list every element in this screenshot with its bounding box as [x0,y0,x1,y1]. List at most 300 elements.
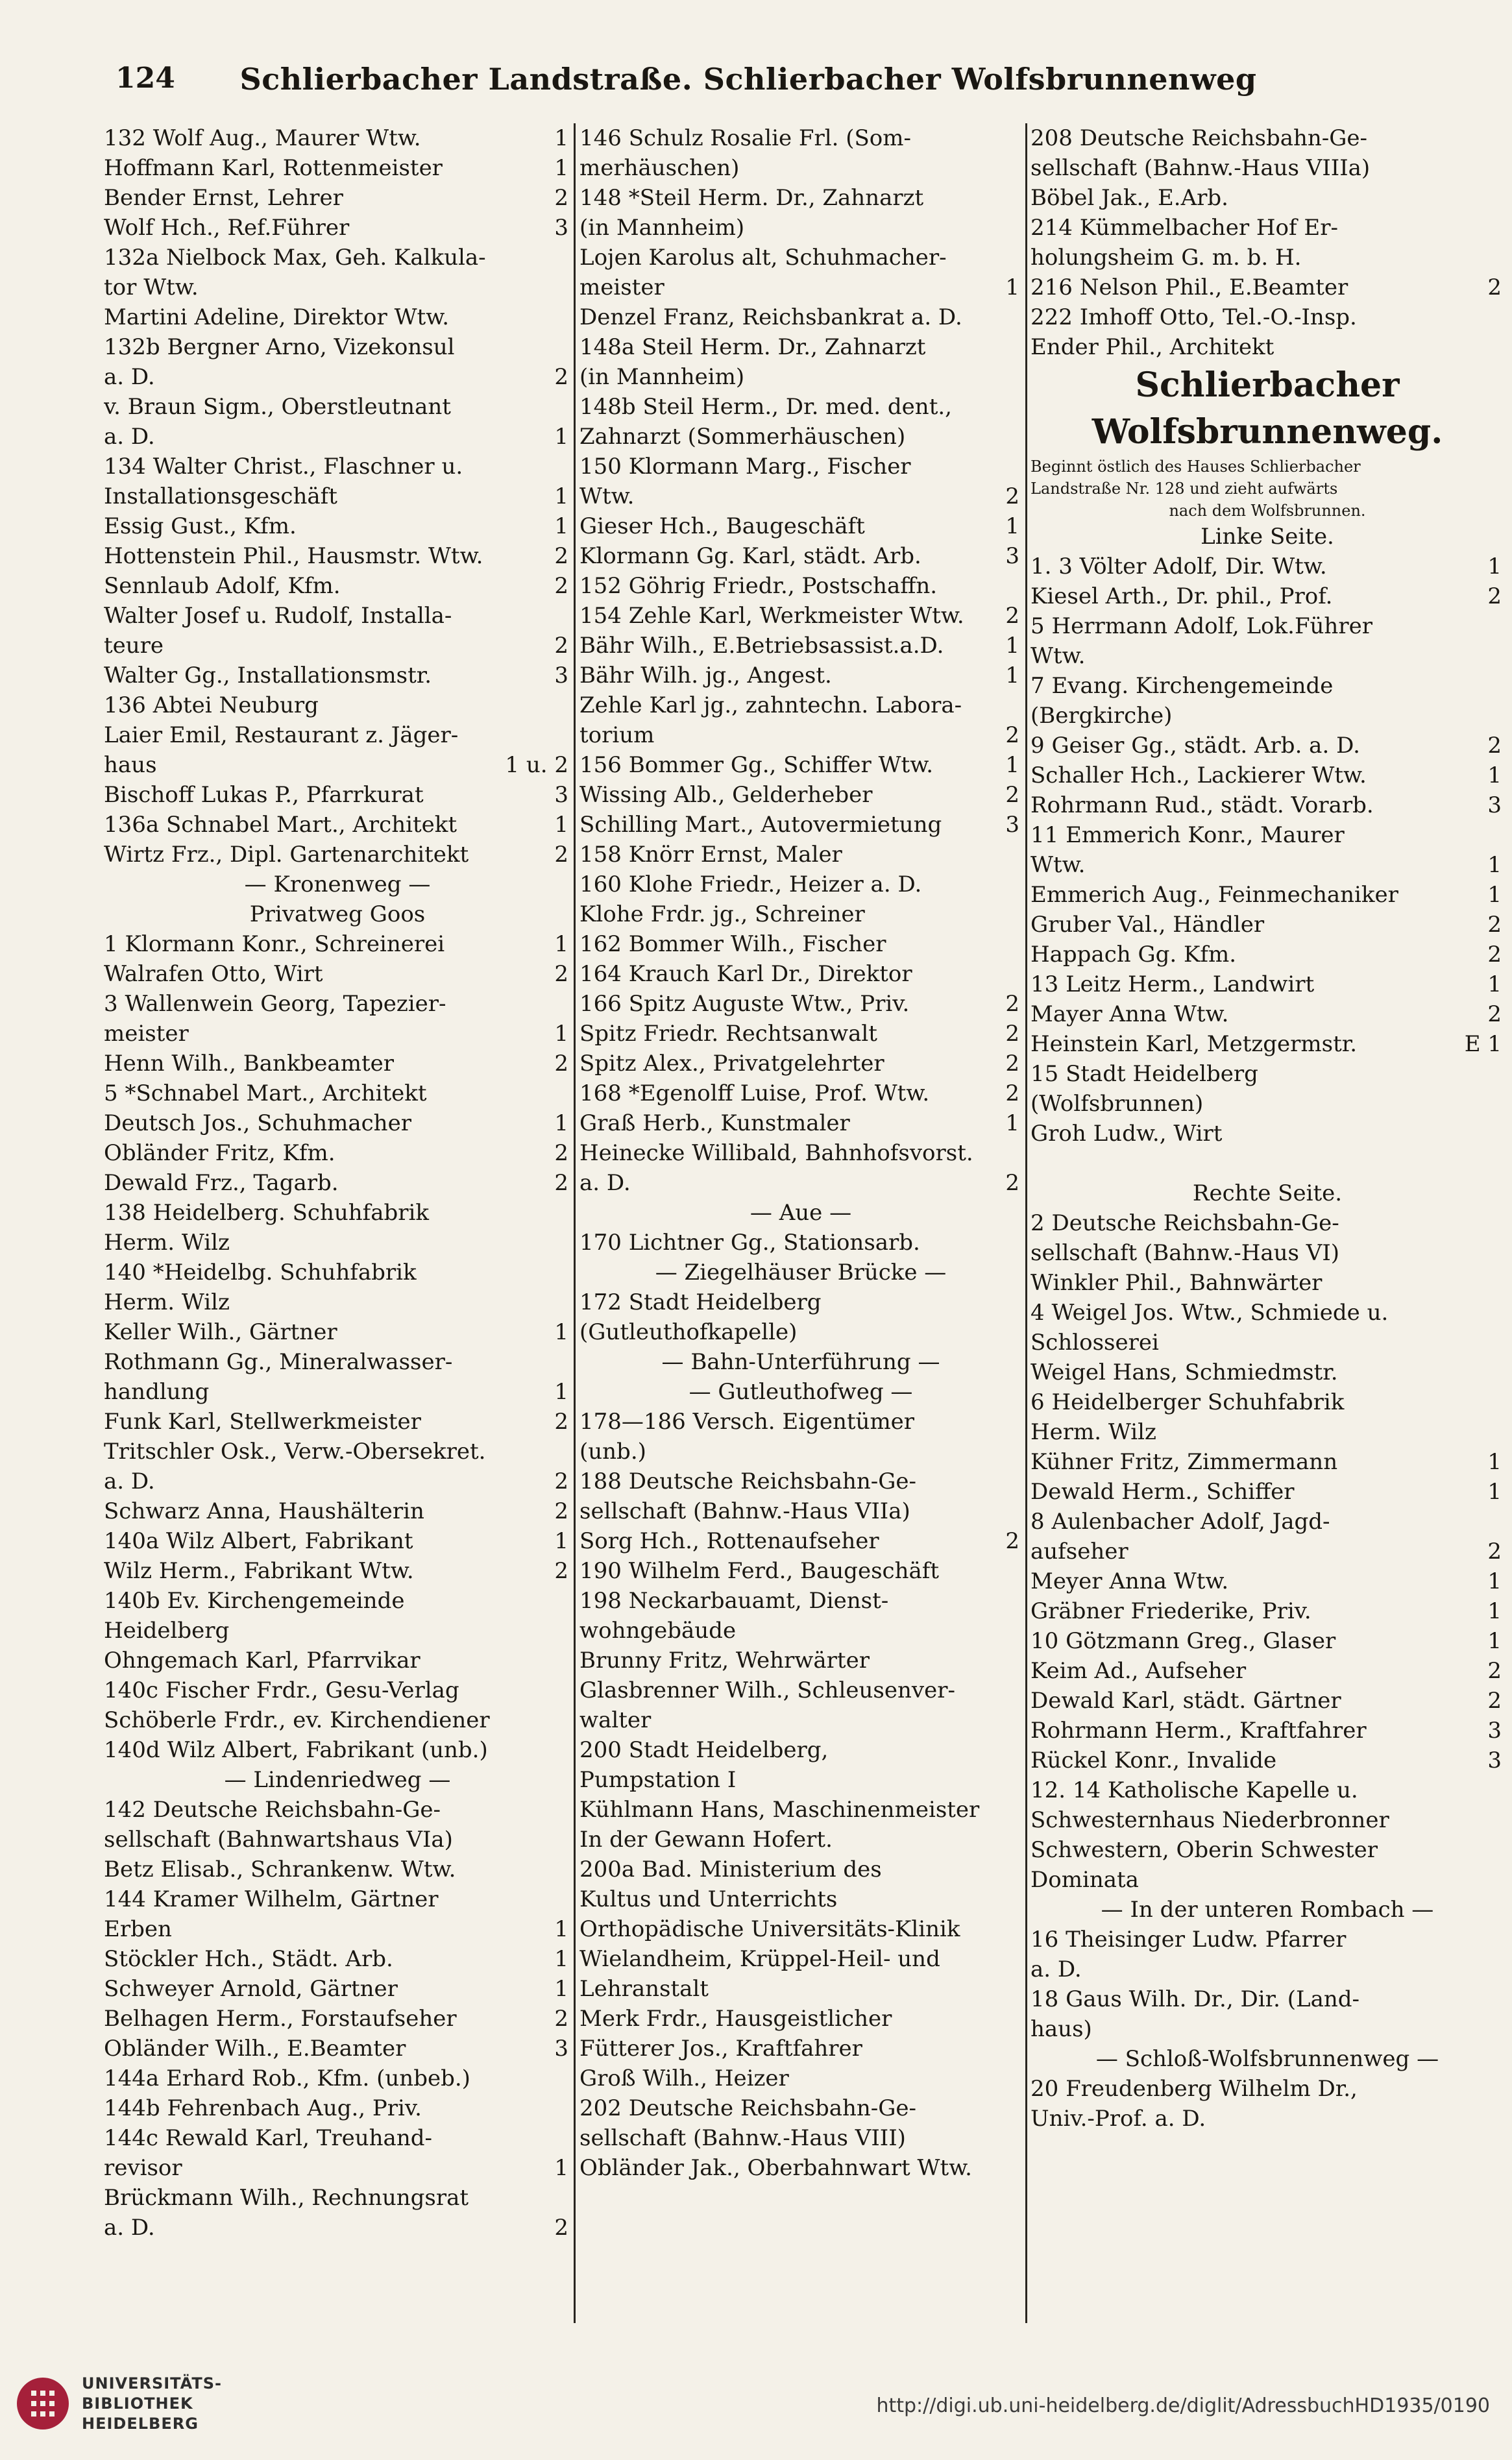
library-name [82,2374,222,2434]
directory-entry [579,810,1022,840]
directory-entry [579,1467,1022,1496]
entry-floor: 1 [1005,513,1019,539]
entry-floor: 1 [1005,663,1019,688]
entry-text: 132a Nielbock Max, Geh. Kalkula- [104,245,486,271]
entry-text: Wtw. [1030,643,1086,669]
directory-entry [1030,1119,1504,1149]
directory-entry [1030,1208,1504,1238]
directory-entry [104,1317,571,1347]
directory-entry [104,571,571,601]
directory-entry [104,2064,571,2093]
directory-entry [579,2153,1022,2183]
directory-entry [579,2123,1022,2153]
entry-text: Kühlmann Hans, Maschinenmeister [579,1797,980,1823]
entry-text: Bender Ernst, Lehrer [104,185,343,211]
entry-floor: 2 [554,1558,568,1584]
directory-entry [104,1914,571,1944]
directory-entry [579,1287,1022,1317]
directory-entry [104,1049,571,1078]
entry-floor: 2 [1005,991,1019,1017]
directory-entry [104,1675,571,1705]
directory-entry [579,1914,1022,1944]
directory-entry [1030,243,1504,273]
entry-floor: 2 [1487,1001,1502,1027]
entry-floor: 2 [554,1409,568,1435]
directory-entry [579,541,1022,571]
directory-entry [104,2034,571,2064]
entry-text: Wielandheim, Krüppel-Heil- und [579,1946,940,1972]
entry-text: 148b Steil Herm., Dr. med. dent., [579,394,952,420]
entry-floor: 2 [1487,942,1502,968]
entry-floor: 1 [1005,633,1019,659]
entry-text: 152 Göhrig Friedr., Postschaffn. [579,573,938,599]
entry-text: 7 Evang. Kirchengemeinde [1030,673,1334,699]
entry-text: 170 Lichtner Gg., Stationsarb. [579,1230,920,1256]
entry-floor: 1 [1487,1628,1502,1654]
directory-entry [579,1019,1022,1049]
entry-text: a. D. [104,364,155,390]
entry-text: 200 Stadt Heidelberg, [579,1737,829,1763]
entry-text: Betz Elisab., Schrankenw. Wtw. [104,1857,456,1882]
directory-entry [1030,969,1504,999]
directory-entry [104,1526,571,1556]
entry-text: Zehle Karl jg., zahntechn. Labora- [579,692,962,718]
entry-text: Fütterer Jos., Kraftfahrer [579,2036,862,2062]
directory-entry [104,1407,571,1437]
entry-text: 20 Freudenberg Wilhelm Dr., [1030,2076,1358,2102]
directory-entry [579,989,1022,1019]
directory-entry [104,1974,571,2004]
entry-text: Martini Adeline, Direktor Wtw. [104,304,450,330]
entry-text: haus) [1030,2016,1092,2042]
entry-text: 140c Fischer Frdr., Gesu-Verlag [104,1677,459,1703]
entry-text: Gräbner Friederike, Priv. [1030,1598,1311,1624]
entry-text: — Bahn-Unterführung — [661,1349,940,1375]
directory-entry [1030,761,1504,790]
entry-text: 6 Heidelberger Schuhfabrik [1030,1389,1345,1415]
entry-floor: 2 [1005,1528,1019,1554]
entry-text: a. D. [104,424,155,450]
entry-text: 132 Wolf Aug., Maurer Wtw. [104,125,421,151]
entry-floor: 2 [1487,733,1502,759]
entry-text: Winkler Phil., Bahnwärter [1030,1270,1323,1296]
entry-text: Schlierbacher [1135,365,1400,405]
entry-floor: 2 [1487,912,1502,938]
directory-entry [579,1138,1022,1168]
entry-text: Installationsgeschäft [104,483,337,509]
entry-floor: 2 [1487,583,1502,609]
directory-entry [1030,213,1504,243]
directory-entry [579,720,1022,750]
directory-entry [579,899,1022,929]
directory-entry [1030,1417,1504,1447]
entry-text: Schwesternhaus Niederbronner [1030,1807,1389,1833]
entry-text: Ender Phil., Architekt [1030,334,1274,360]
entry-text: Hottenstein Phil., Hausmstr. Wtw. [104,543,483,569]
entry-text: (unb.) [579,1439,646,1465]
entry-text: Obländer Fritz, Kfm. [104,1140,335,1166]
entry-text: 148 *Steil Herm. Dr., Zahnarzt [579,185,924,211]
entry-text: — Ziegelhäuser Brücke — [655,1260,947,1285]
entry-text: haus [104,752,157,778]
entry-text: 10 Götzmann Greg., Glaser [1030,1628,1336,1654]
directory-entry [1030,1298,1504,1328]
entry-floor: 1 [554,155,568,181]
entry-text: Schlosserei [1030,1330,1159,1356]
entry-text: Herm. Wilz [104,1230,230,1256]
directory-entry [579,1675,1022,1705]
entry-floor: 3 [554,2036,568,2062]
directory-entry [1030,1626,1504,1656]
directory-entry [104,1795,571,1825]
entry-floor: 3 [1005,812,1019,838]
entry-text: 158 Knörr Ernst, Maler [579,842,842,868]
directory-entry [1030,522,1504,552]
directory-entry [104,1347,571,1377]
entry-text: 140a Wilz Albert, Fabrikant [104,1528,413,1554]
entry-text: Hoffmann Karl, Rottenmeister [104,155,443,181]
directory-entry [579,1078,1022,1108]
entry-text: — Aue — [750,1200,852,1226]
entry-text: Klormann Gg. Karl, städt. Arb. [579,543,921,569]
directory-entry [579,1347,1022,1377]
directory-entry [1030,1805,1504,1835]
directory-entry [104,1258,571,1287]
entry-text: 202 Deutsche Reichsbahn-Ge- [579,2095,917,2121]
directory-entry [104,1765,571,1795]
entry-text: meister [104,1021,189,1047]
entry-text: 1 Klormann Konr., Schreinerei [104,931,445,957]
directory-entry [579,2093,1022,2123]
source-url-link[interactable]: http://digi.ub.uni-heidelberg.de/diglit/AdressbuchHD1935/0190 [876,2394,1490,2417]
entry-text: Emmerich Aug., Feinmechaniker [1030,882,1398,908]
directory-entry [104,392,571,422]
directory-entry [1030,273,1504,302]
directory-entry [579,1049,1022,1078]
entry-text: aufseher [1030,1539,1128,1565]
entry-text: Heinstein Karl, Metzgermstr. [1030,1031,1358,1057]
entry-floor: 2 [554,2215,568,2241]
column-left [104,123,571,2323]
directory-entry [104,1496,571,1526]
directory-entry [579,1616,1022,1646]
directory-entry [579,1855,1022,1884]
entry-text: 3 Wallenwein Georg, Tapezier- [104,991,446,1017]
entry-text: Walrafen Otto, Wirt [104,961,323,987]
entry-floor: E 1 [1464,1031,1502,1057]
entry-text: Wilz Herm., Fabrikant Wtw. [104,1558,414,1584]
directory-entry [104,1437,571,1467]
entry-text: Lehranstalt [579,1976,709,2002]
entry-text: Wolf Hch., Ref.Führer [104,215,350,241]
directory-entry [579,452,1022,481]
directory-entry [104,750,571,780]
directory-entry [1030,1865,1504,1895]
directory-entry [579,1944,1022,1974]
entry-text: 162 Bommer Wilh., Fischer [579,931,886,957]
directory-entry [579,1526,1022,1556]
entry-floor: 1 [1005,1110,1019,1136]
directory-entry [579,213,1022,243]
directory-entry [104,2183,571,2213]
directory-entry [104,362,571,392]
directory-entry [104,870,571,899]
entry-text: 15 Stadt Heidelberg [1030,1061,1258,1087]
page-number: 124 [116,62,175,95]
entry-floor: 1 [1487,762,1502,788]
entry-text: torium [579,722,655,748]
directory-entry [579,631,1022,661]
entry-text: 9 Geiser Gg., städt. Arb. a. D. [1030,733,1360,759]
directory-entry [104,511,571,541]
entry-text: Privatweg Goos [249,901,426,927]
entry-floor: 1 [554,1021,568,1047]
entry-floor: 1 [554,424,568,450]
directory-entry [579,690,1022,720]
entry-floor: 2 [1487,1688,1502,1714]
directory-entry [1030,1746,1504,1775]
entry-text: v. Braun Sigm., Oberstleutnant [104,394,451,420]
entry-text: Kultus und Unterrichts [579,1886,838,1912]
entry-text: Dewald Karl, städt. Gärtner [1030,1688,1341,1714]
directory-entry [1030,1955,1504,1984]
directory-entry [1030,2044,1504,2074]
directory-entry [104,929,571,959]
directory-entry [104,1586,571,1616]
directory-entry [1030,1178,1504,1208]
entry-text: Essig Gust., Kfm. [104,513,297,539]
entry-text: Belhagen Herm., Forstaufseher [104,2006,457,2032]
directory-entry [104,1944,571,1974]
entry-text: Schwestern, Oberin Schwester [1030,1837,1378,1863]
entry-floor: 1 [554,812,568,838]
entry-text: 18 Gaus Wilh. Dr., Dir. (Land- [1030,1986,1360,2012]
entry-text: Böbel Jak., E.Arb. [1030,185,1228,211]
directory-entry [579,1377,1022,1407]
directory-entry [579,273,1022,302]
entry-text: Wtw. [579,483,635,509]
entry-text: 13 Leitz Herm., Landwirt [1030,971,1315,997]
directory-entry [579,1765,1022,1795]
entry-text: sellschaft (Bahnw.-Haus VIII) [579,2125,906,2151]
directory-entry [1030,183,1504,213]
entry-text: 5 *Schnabel Mart., Architekt [104,1080,427,1106]
entry-text: Herm. Wilz [1030,1419,1156,1445]
entry-text: Rückel Konr., Invalide [1030,1748,1277,1773]
entry-text: Erben [104,1916,172,1942]
directory-entry [579,302,1022,332]
entry-floor: 2 [1005,782,1019,808]
directory-entry [579,1228,1022,1258]
directory-entry [104,1377,571,1407]
directory-entry [104,1228,571,1258]
directory-entry [1030,1775,1504,1805]
entry-text: Rothmann Gg., Mineralwasser- [104,1349,453,1375]
entry-text: merhäuschen) [579,155,740,181]
entry-text: 154 Zehle Karl, Werkmeister Wtw. [579,603,964,629]
entry-text: 144b Fehrenbach Aug., Priv. [104,2095,422,2121]
directory-entry [1030,1895,1504,1925]
entry-floor: 1 [554,1946,568,1972]
entry-text: holungsheim G. m. b. H. [1030,245,1302,271]
entry-text: 172 Stadt Heidelberg [579,1289,822,1315]
entry-text: 142 Deutsche Reichsbahn-Ge- [104,1797,441,1823]
directory-entry [104,1168,571,1198]
entry-text: sellschaft (Bahnwartshaus VIa) [104,1827,453,1853]
entry-text: Bischoff Lukas P., Pfarrkurat [104,782,424,808]
entry-text: Dewald Herm., Schiffer [1030,1479,1295,1505]
entry-floor: 1 [1487,882,1502,908]
entry-text: Rohrmann Herm., Kraftfahrer [1030,1718,1367,1744]
entry-text: Heinecke Willibald, Bahnhofsvorst. [579,1140,973,1166]
directory-entry [1030,1835,1504,1865]
entry-floor: 1 [1005,752,1019,778]
directory-entry [104,601,571,631]
entry-text: Univ.-Prof. a. D. [1030,2106,1206,2132]
entry-text: Wtw. [1030,852,1086,878]
directory-entry [579,1974,1022,2004]
entry-text: 146 Schulz Rosalie Frl. (Som- [579,125,911,151]
directory-entry [1030,1537,1504,1566]
library-name-line: UNIVERSITÄTS- [82,2374,223,2393]
entry-text: 140b Ev. Kirchengemeinde [104,1588,405,1614]
directory-entry [104,1884,571,1914]
entry-text: Landstraße Nr. 128 und zieht aufwärts [1030,480,1338,498]
directory-entry [1030,1358,1504,1387]
entry-floor: 2 [554,1140,568,1166]
directory-entry [104,661,571,690]
entry-text: Sennlaub Adolf, Kfm. [104,573,341,599]
entry-text: Pumpstation I [579,1767,737,1793]
directory-entry [104,690,571,720]
entry-text: Denzel Franz, Reichsbankrat a. D. [579,304,962,330]
directory-entry [579,1795,1022,1825]
directory-entry [104,840,571,870]
entry-text: 1. 3 Völter Adolf, Dir. Wtw. [1030,554,1327,579]
entry-text: Orthopädische Universitäts-Klinik [579,1916,960,1942]
entry-text: 11 Emmerich Konr., Maurer [1030,822,1345,848]
entry-text: 144c Rewald Karl, Treuhand- [104,2125,432,2151]
directory-entry [579,1317,1022,1347]
entry-text: Brückmann Wilh., Rechnungsrat [104,2185,469,2211]
entry-text: walter [579,1707,652,1733]
entry-text: a. D. [104,2215,155,2241]
directory-entry [1030,1686,1504,1716]
directory-entry [1030,1566,1504,1596]
entry-text: 216 Nelson Phil., E.Beamter [1030,274,1348,300]
directory-entry [104,780,571,810]
entry-floor: 2 [554,1468,568,1494]
entry-text: Gruber Val., Händler [1030,912,1265,938]
entry-text: 156 Bommer Gg., Schiffer Wtw. [579,752,934,778]
entry-text: 178—186 Versch. Eigentümer [579,1409,915,1435]
directory-entry [579,1437,1022,1467]
directory-entry [104,899,571,929]
entry-text: Linke Seite. [1201,524,1334,550]
directory-entry [579,840,1022,870]
directory-entry [1030,332,1504,362]
entry-text: (Bergkirche) [1030,703,1173,729]
entry-floor: 3 [1487,792,1502,818]
directory-entry [104,153,571,183]
library-logo[interactable] [14,2370,261,2441]
directory-entry [579,1556,1022,1586]
entry-text: Rechte Seite. [1192,1180,1343,1206]
entry-text: 5 Herrmann Adolf, Lok.Führer [1030,613,1372,639]
directory-entry [1030,820,1504,850]
entry-floor: 2 [554,185,568,211]
directory-entry [104,631,571,661]
entry-floor: 2 [554,842,568,868]
entry-text: revisor [104,2155,182,2181]
entry-floor: 3 [554,782,568,808]
entry-floor: 1 [1487,971,1502,997]
directory-entry [1030,1387,1504,1417]
directory-entry [104,1138,571,1168]
entry-text: 134 Walter Christ., Flaschner u. [104,454,463,480]
directory-entry [104,332,571,362]
directory-entry [1030,1656,1504,1686]
directory-entry [104,302,571,332]
directory-entry [579,1646,1022,1675]
entry-floor: 1 [554,1528,568,1554]
entry-text: 144 Kramer Wilhelm, Gärtner [104,1886,439,1912]
directory-entry [579,183,1022,213]
directory-entry [579,571,1022,601]
directory-entry [104,1646,571,1675]
entry-text: (Gutleuthofkapelle) [579,1319,798,1345]
page-header [116,62,1381,107]
entry-floor: 2 [1005,1051,1019,1077]
library-name-line: HEIDELBERG [82,2415,199,2433]
entry-floor: 2 [554,364,568,390]
directory-entry [104,1467,571,1496]
directory-entry [104,541,571,571]
entry-floor: 1 [1487,1449,1502,1475]
directory-entry [579,332,1022,362]
directory-entry [1030,2104,1504,2134]
entry-text: Schweyer Arnold, Gärtner [104,1976,398,2002]
entry-text: Klohe Frdr. jg., Schreiner [579,901,865,927]
entry-text: Deutsch Jos., Schuhmacher [104,1110,411,1136]
directory-entry [1030,790,1504,820]
entry-text: 188 Deutsche Reichsbahn-Ge- [579,1468,917,1494]
entry-text: 148a Steil Herm. Dr., Zahnarzt [579,334,926,360]
entry-floor: 3 [554,663,568,688]
library-name-line: BIBLIOTHEK [82,2394,193,2413]
directory-entry [104,213,571,243]
entry-text: Glasbrenner Wilh., Schleusenver- [579,1677,955,1703]
directory-entry [104,1108,571,1138]
entry-text: 208 Deutsche Reichsbahn-Ge- [1030,125,1368,151]
directory-entry [579,153,1022,183]
directory-entry [579,661,1022,690]
directory-entry [579,870,1022,899]
entry-floor: 1 [1487,852,1502,878]
entry-text: Kiesel Arth., Dr. phil., Prof. [1030,583,1333,609]
directory-entry [579,780,1022,810]
entry-text: Graß Herb., Kunstmaler [579,1110,850,1136]
entry-text: Henn Wilh., Bankbeamter [104,1051,394,1077]
entry-text: Mayer Anna Wtw. [1030,1001,1229,1027]
column-right [1030,123,1504,2323]
entry-text: Funk Karl, Stellwerkmeister [104,1409,421,1435]
entry-floor: 1 [554,483,568,509]
directory-entry [579,2004,1022,2034]
entry-text: Stöckler Hch., Städt. Arb. [104,1946,393,1972]
entry-floor: 2 [554,573,568,599]
directory-entry [1030,731,1504,761]
